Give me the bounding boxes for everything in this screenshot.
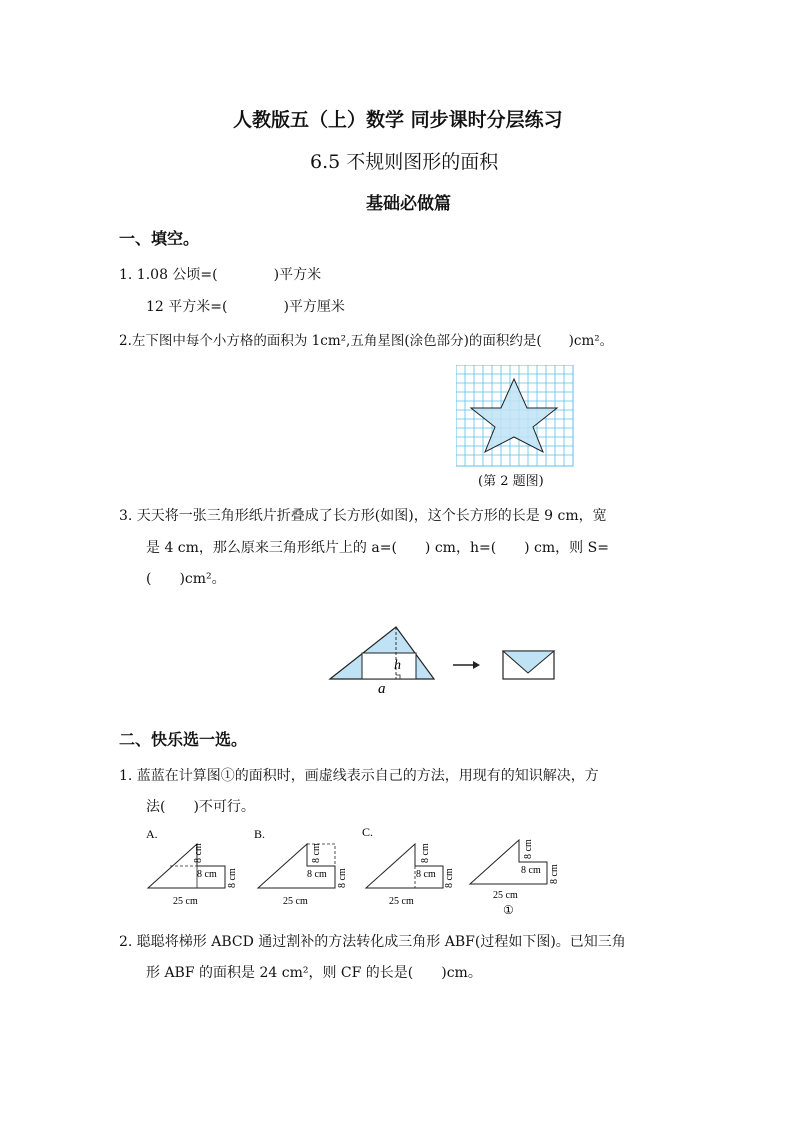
s2-question2-line2: 形 ABF 的面积是 24 cm²，则 CF 的长是( )cm。 <box>146 965 482 981</box>
s2-question1-line2: 法( )不可行。 <box>146 799 255 815</box>
option-a-figure <box>146 827 238 907</box>
option-c-side: 8 cm <box>444 868 455 888</box>
option-a-base: 25 cm <box>173 896 198 907</box>
fold-figure <box>328 623 558 695</box>
lesson-title: 6.5 不规则图形的面积 <box>310 151 499 173</box>
option-c-figure <box>362 825 455 907</box>
option-b-base: 25 cm <box>283 896 308 907</box>
s2-question1-line1: 1. 蓝蓝在计算图①的面积时，画虚线表示自己的方法，用现有的知识解决，方 <box>119 768 599 784</box>
level-title: 基础必做篇 <box>366 194 451 214</box>
question3-line1: 3. 天天将一张三角形纸片折叠成了长方形(如图)，这个长方形的长是 9 cm，宽 <box>119 508 607 524</box>
figure1-side: 8 cm <box>549 864 560 884</box>
question2-text: 2.左下图中每个小方格的面积为 1cm²,五角星图(涂色部分)的面积约是( )cm²。 <box>119 333 614 349</box>
q2-caption: (第 2 题图) <box>478 474 544 489</box>
section1-heading: 一、填空。 <box>119 229 200 248</box>
option-b-figure <box>254 827 348 907</box>
section2-heading: 二、快乐选一选。 <box>119 730 248 749</box>
question3-line3: ( )cm²。 <box>146 571 226 587</box>
option-a-side: 8 cm <box>227 868 238 888</box>
option-b-label: B. <box>254 827 266 841</box>
option-a-mid: 8 cm <box>197 869 217 880</box>
option-c-base: 25 cm <box>389 896 414 907</box>
option-a-top: 8 cm <box>193 843 204 863</box>
option-b-top: 8 cm <box>311 843 322 863</box>
fold-label-a: a <box>378 681 386 695</box>
s2-question2-line1: 2. 聪聪将梯形 ABCD 通过割补的方法转化成三角形 ABF(过程如下图)。已知三角 <box>119 934 626 950</box>
option-c-mid: 8 cm <box>416 869 436 880</box>
option-b-side: 8 cm <box>337 868 348 888</box>
question1-line2: 12 平方米=( )平方厘米 <box>146 299 345 315</box>
option-c-label: C. <box>362 825 374 839</box>
option-c-top: 8 cm <box>420 843 431 863</box>
option-b-mid: 8 cm <box>307 869 327 880</box>
option-a-label: A. <box>146 827 158 841</box>
figure-1 <box>470 839 560 917</box>
page-title: 人教版五（上）数学 同步课时分层练习 <box>233 109 563 131</box>
question3-line2: 是 4 cm，那么原来三角形纸片上的 a=( ) cm，h=( ) cm，则 S= <box>146 540 609 556</box>
figure1-top: 8 cm <box>523 839 534 859</box>
star-grid-figure <box>456 365 574 467</box>
figure1-base: 25 cm <box>493 890 518 901</box>
fold-label-h: h <box>394 658 401 673</box>
option-figures <box>140 822 570 922</box>
figure1-mark: ① <box>503 903 514 917</box>
figure1-mid: 8 cm <box>521 865 541 876</box>
question1-line1: 1. 1.08 公顷=( )平方米 <box>119 267 322 283</box>
